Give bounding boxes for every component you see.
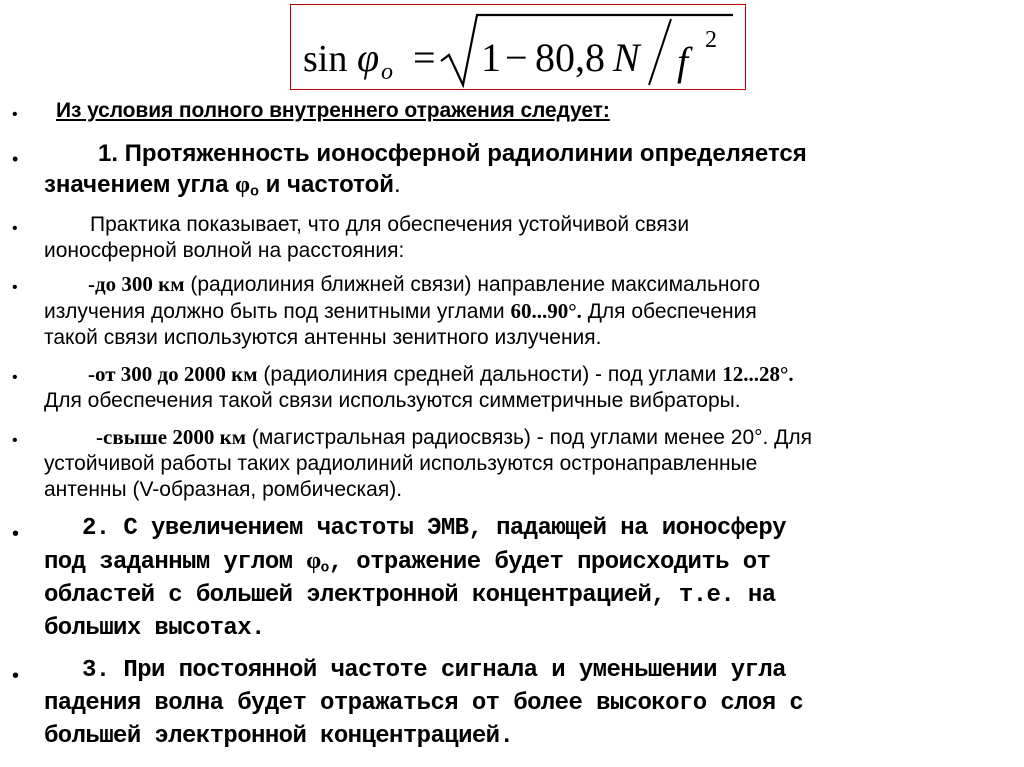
formula-one: 1 bbox=[481, 35, 501, 80]
distance-range: -до 300 км bbox=[88, 272, 185, 296]
bullet-icon: • bbox=[12, 665, 20, 687]
formula-phi: φ bbox=[357, 35, 380, 80]
bullet-icon: • bbox=[12, 523, 20, 545]
intro-line bbox=[56, 98, 1016, 124]
formula-f: f bbox=[677, 39, 689, 84]
text-line: областей с большей электронной концентрацией, т.е. на bbox=[44, 582, 776, 609]
formula-coef: 80,8 bbox=[535, 35, 605, 80]
text-line: ионосферной волной на расстояния: bbox=[44, 239, 405, 262]
text-line: значением угла $\varphi_о$ и частотой. bbox=[44, 171, 401, 200]
item-text bbox=[44, 512, 1004, 645]
bullet-icon: • bbox=[12, 279, 18, 296]
item-text bbox=[44, 271, 1004, 351]
text-line: -до 300 км (радиолиния ближней связи) направление максимального bbox=[88, 272, 761, 296]
item-text bbox=[44, 361, 1004, 414]
phi-symbol: φ bbox=[306, 548, 321, 574]
text-line: устойчивой работы таких радиолиний используются остронаправленные bbox=[44, 452, 758, 475]
formula-phi-sub: o bbox=[381, 59, 393, 85]
text-line: 2. С увеличением частоты ЭМВ, падающей на ионосферу bbox=[82, 515, 786, 542]
text-line: большей электронной концентрацией. bbox=[44, 723, 514, 750]
formula-power: 2 bbox=[705, 27, 717, 53]
bullet-icon: • bbox=[12, 432, 18, 449]
bullet-icon: • bbox=[12, 149, 19, 169]
bullet-icon: • bbox=[12, 369, 18, 386]
formula-minus: − bbox=[505, 35, 528, 80]
bullet-icon: • bbox=[12, 220, 18, 237]
text-line: 3. При постоянной частоте сигнала и уменьшении угла bbox=[82, 657, 786, 684]
formula-n: N bbox=[613, 35, 640, 80]
text-line: под заданным углом $\varphi_о$, отражение будет происходить от bbox=[44, 548, 771, 577]
text-line: падения волна будет отражаться от более высокого слоя с bbox=[44, 690, 804, 717]
bullet-icon: • bbox=[12, 106, 18, 123]
text-line: Практика показывает, что для обеспечения устойчивой связи bbox=[90, 213, 690, 236]
item-text bbox=[44, 424, 1004, 503]
text-line: Для обеспечения такой связи используются симметричные вибраторы. bbox=[44, 389, 741, 412]
text-line: -свыше 2000 км (магистральная радиосвязь) - под углами менее 20°. Для bbox=[96, 425, 813, 449]
intro-text: Из условия полного внутреннего отражения следует bbox=[56, 99, 603, 122]
distance-range: -от 300 до 2000 км bbox=[88, 362, 258, 386]
phi-symbol: φ bbox=[235, 172, 251, 198]
distance-range: -свыше 2000 км bbox=[96, 425, 247, 449]
intro-colon: : bbox=[602, 99, 610, 122]
text-line: антенны (V-образная, ромбическая). bbox=[44, 478, 403, 501]
item-text bbox=[44, 138, 1004, 201]
formula-sin: sin bbox=[303, 38, 348, 80]
item-text bbox=[44, 212, 1004, 264]
item-text bbox=[44, 654, 1004, 753]
angle-range: 12...28°. bbox=[722, 362, 794, 386]
text-line: больших высотах. bbox=[44, 615, 265, 642]
text-line: 1. Протяженность ионосферной радиолинии определяется bbox=[98, 140, 807, 167]
text-line: излучения должно быть под зенитными углами 60...90°. Для обеспечения bbox=[44, 299, 757, 323]
text-line: такой связи используются антенны зенитного излучения. bbox=[44, 326, 602, 349]
formula-equals: = bbox=[413, 35, 436, 80]
text-line: -от 300 до 2000 км (радиолиния средней дальности) - под углами 12...28°. bbox=[88, 362, 794, 386]
angle-range: 60...90°. bbox=[510, 299, 582, 323]
